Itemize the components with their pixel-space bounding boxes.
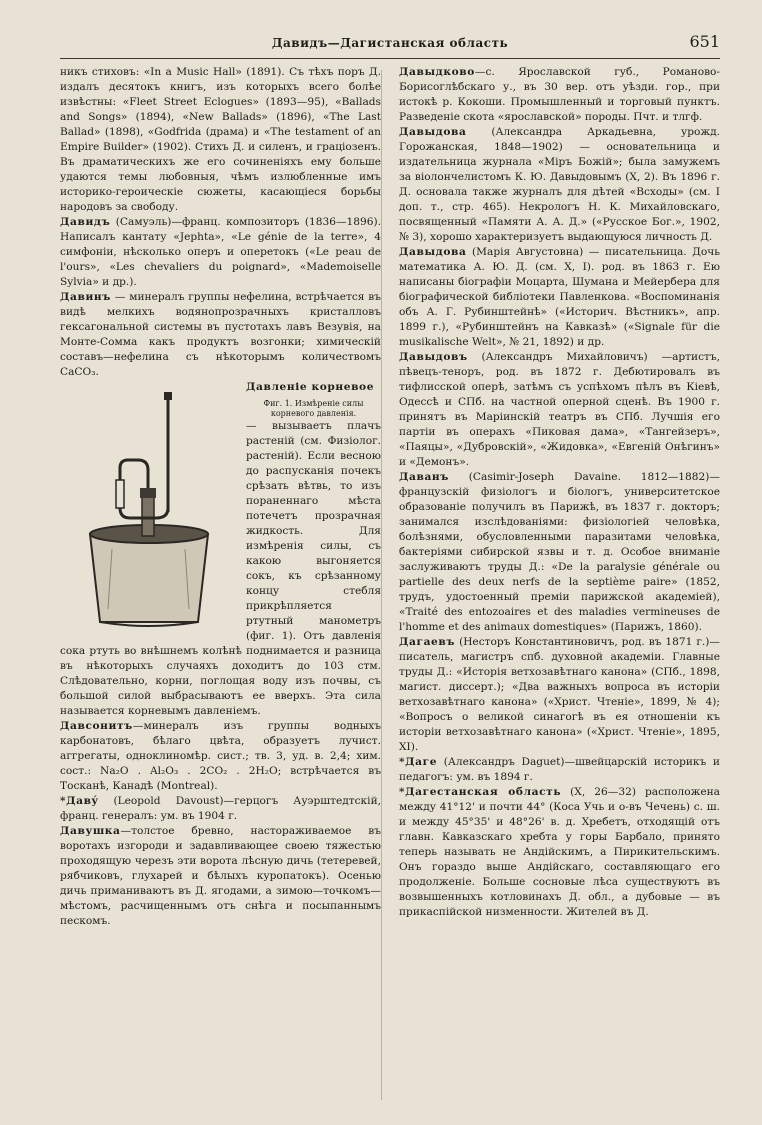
entry-text: (Александръ Михайловичъ) —артистъ, пѣвецъ-теноръ, род. въ 1872 г. Дебютировалъ въ тифлисской оперѣ, затѣмъ съ успѣхомъ пѣлъ въ Кіевѣ, Одессѣ и СПб. на частной оперной сценѣ. Въ 1900 г. принятъ въ Маріинскій театръ въ СПб. Лучшія его партіи въ операхъ «Пиковая дама», «Тангейзеръ», «Паяцы», «Дубровскій», «Жидовка», «Евгеній Онѣгинъ» и «Демонъ». [399, 351, 720, 468]
column-divider [381, 70, 382, 1100]
entry-headword: Давсонитъ [60, 720, 133, 732]
entry [399, 350, 720, 470]
entry [60, 794, 381, 824]
manometer-illustration [60, 384, 238, 634]
entry-text: никъ стиховъ: «In a Music Hall» (1891). Съ тѣхъ поръ Д. издалъ десятокъ книгъ, изъ которыхъ всего болѣе извѣстны: «Fleet Street Eclogues» (1893—95), «Ballads and Songs» (1894), «New Ballads» (1896), «The Last Ballad» (1898), «Godfrida (драма) и «The testament of an Empire Builder» (1902). Стихъ Д. и силенъ, и граціозенъ. Въ драматическихъ же его сочиненіяхъ ему больше удаются темы любовныя, чѣмъ излюбленные имъ историко-героическіе сюжеты, касающіеся борьбы народовъ за свободу. [60, 66, 381, 213]
entry-text: (Александръ Daguet)—швейцарскій историкъ и педагогъ: ум. въ 1894 г. [399, 756, 720, 783]
running-head: Давидъ—Дагистанская область [271, 36, 509, 50]
entry-headword: Давыдова [399, 246, 467, 258]
entry-text: (Leopold Davoust)—герцогъ Ауэрштедтскій, франц. генералъ: ум. въ 1904 г. [60, 795, 381, 822]
entry [399, 755, 720, 785]
entry-headword: Давыдково [399, 66, 475, 78]
entry-text: (Самуэль)—франц. композиторъ (1836—1896). Написалъ кантату «Jephta», «Le génie de la terre», 4 симфоніи, нѣсколько оперъ и оперетокъ («Le peau de l'ours», «Les chevaliers du poignard», «Mademoiselle Sylvia» и др.). [60, 216, 381, 288]
entry-headword: *Даге [399, 756, 438, 768]
entry [399, 125, 720, 245]
entry-headword: *Давý [60, 795, 99, 807]
entry-text: —минералъ изъ группы водныхъ карбонатовъ, бѣлаго цвѣта, образуетъ лучист. аггрегаты, одноклиномѣр. сист.; тв. 3, уд. в. 2,4; хим. сост.: Na₂O . Al₂O₃ . 2CO₂ . 2H₂O; встрѣчается въ Тосканѣ, Канадѣ (Montreal). [60, 720, 381, 792]
entry [399, 245, 720, 350]
entry [399, 635, 720, 755]
entry-headword: Давленіе корневое [246, 381, 375, 393]
left-column [60, 65, 381, 929]
entry-headword: Давыдовъ [399, 351, 468, 363]
entry-text: — вызываетъ плачъ растеній (см. Физіолог. растеній). Если весною до распусканія почекъ срѣзать вѣтвь, то изъ пораненнаго мѣста потечетъ прозрачная жидкость. Для измѣренія силы, съ какою выгоняется сокъ, къ срѣзанному концу стебля прикрѣпляется ртутный манометръ (фиг. 1). Отъ давленія сока ртуть во внѣшнемъ колѣнѣ поднимается и разница въ нѣкоторыхъ случаяхъ доходитъ до 103 стм. Слѣдовательно, корни, поглощая воду изъ почвы, съ большой силой выбрасываютъ ее вверхъ. Эта сила называется корневымъ давленіемъ. [60, 420, 381, 717]
entry-text: (Несторъ Константиновичъ, род. въ 1871 г.)—писатель, магистръ спб. духовной академіи. Главные труды Д.: «Исторія ветхозавѣтнаго канона» (СПб., 1898, магист. диссерт.); «Два важныхъ вопроса въ исторіи ветхозавѣтнаго канона» («Христ. Чтеніе», 1899, № 4); «Вопросъ о великой синагогѣ въ ея отношеніи къ исторіи ветхозавѣтнаго канона» («Христ. Чтеніе», 1895, XI). [399, 636, 720, 753]
entry [399, 470, 720, 635]
entry-text: (Марія Августовна) — писательница. Дочь математика А. Ю. Д. (см. X, I). род. въ 1863 г. Ею написаны біографіи Моцарта, Шумана и Мейербера для біографической библіотеки Павленкова. «Воспоминанія объ А. Г. Рубинштейнѣ» («Историч. Вѣстникъ», апр. 1899 г.), «Рубинштейнъ на Кавказѣ» («Signale für die musikalische Welt», № 21, 1892) и др. [399, 246, 720, 348]
manometer-figure [60, 384, 238, 634]
entry-headword: *Дагестанская область [399, 786, 562, 798]
entry [60, 824, 381, 929]
text-columns [60, 65, 720, 929]
entry [60, 290, 381, 380]
entry [60, 65, 381, 215]
entry [399, 65, 720, 125]
entry-headword: Даванъ [399, 471, 449, 483]
entry [60, 215, 381, 290]
page-number: 651 [689, 32, 720, 51]
page-header [60, 30, 720, 59]
entry-text: —толстое бревно, настораживаемое въ воротахъ изгороди и задавливающее своею тяжестью проходящую черезъ эти ворота лѣсную дичь (тетеревей, рябчиковъ, глухарей и бѣлыхъ куропатокъ). Осенью дичь приманиваютъ въ Д. ягодами, а зимою—точкомъ—мѣстомъ, расчищеннымъ отъ снѣга и посыпаннымъ пескомъ. [60, 825, 381, 927]
entry [60, 380, 381, 395]
figure-caption: Фиг. 1. Измѣреніе силы корневого давленія. [263, 399, 364, 418]
right-column [399, 65, 720, 929]
entry-text: (X, 26—32) расположена между 41°12' и почти 44° (Коса Учь и о-въ Чечень) с. ш. и между 45°35' и 48°26' в. д. Хребетъ, отходящій отъ главн. Кавказскаго хребта у горы Барбало, принято теперь называть не Андійскимъ, а Пирикительскимъ. Онъ гораздо выше Андійскаго, составляющаго его продолженіе. Больше сосновые лѣса существуютъ въ возвышенныхъ котловинахъ Д. обл., а дубовые — въ прикаспійской низменности. Жителей въ Д. [399, 786, 720, 918]
entry [399, 785, 720, 920]
entry-text: (Casimir-Joseph Davaine. 1812—1882)—французскій физіологъ и біологъ, университетское образованіе получилъ въ Парижѣ, въ 1837 г. докторъ; занимался изслѣдованіями: физіологіей человѣка, болѣзнями, обусловленными паразитами человѣка, бактеріями сибирской язвы и т. д. Особое вниманіе заслуживаютъ труды Д.: «De la paralysie générale ou partielle des deux nerfs de la septième paire» (1852, трудъ, удостоенный преміи парижской академіей), «Traité des entozoaires et des maladies vermineuses de l'homme et des animaux domestiques» (Парижъ, 1860). [399, 471, 720, 633]
entry-headword: Давыдова [399, 126, 467, 138]
entry-headword: Дагаевъ [399, 636, 456, 648]
entry-text: —с. Ярославской губ., Романово-Борисоглѣбскаго у., въ 30 вер. отъ уѣзди. гор., при истокѣ р. Кокоши. Промышленный и торговый пунктъ. Разведеніе скота «ярославской» породы. Пчт. и тлгф. [399, 66, 720, 123]
entry-headword: Давинъ [60, 291, 111, 303]
entry [60, 719, 381, 794]
entry-headword: Давушка [60, 825, 121, 837]
entry-text: (Александра Аркадьевна, урожд. Горожанская, 1848—1902) — основательница и издательница журнала «Міръ Божій»; была замужемъ за віолончелистомъ К. Ю. Давыдовымъ (X, 2). Въ 1896 г. Д. основала также журналъ для дѣтей «Всходы» (см. I доп. т., стр. 465). Некрологъ Н. К. Михайловскаго, посвященный «Памяти А. А. Д.» («Русское Бог.», 1902, № 3), хорошо характеризуетъ выдающуюся личность Д. [399, 126, 720, 243]
entry-text: — минералъ группы нефелина, встрѣчается въ видѣ мелкихъ водянопрозрачныхъ кристалловъ гексагональной системы въ пустотахъ лавъ Везувія, на Монте-Сомма какъ продуктъ возгонки; химическій составъ—нефелина съ нѣкоторымъ количествомъ CaCO₃. [60, 291, 381, 378]
entry-headword: Давидъ [60, 216, 111, 228]
